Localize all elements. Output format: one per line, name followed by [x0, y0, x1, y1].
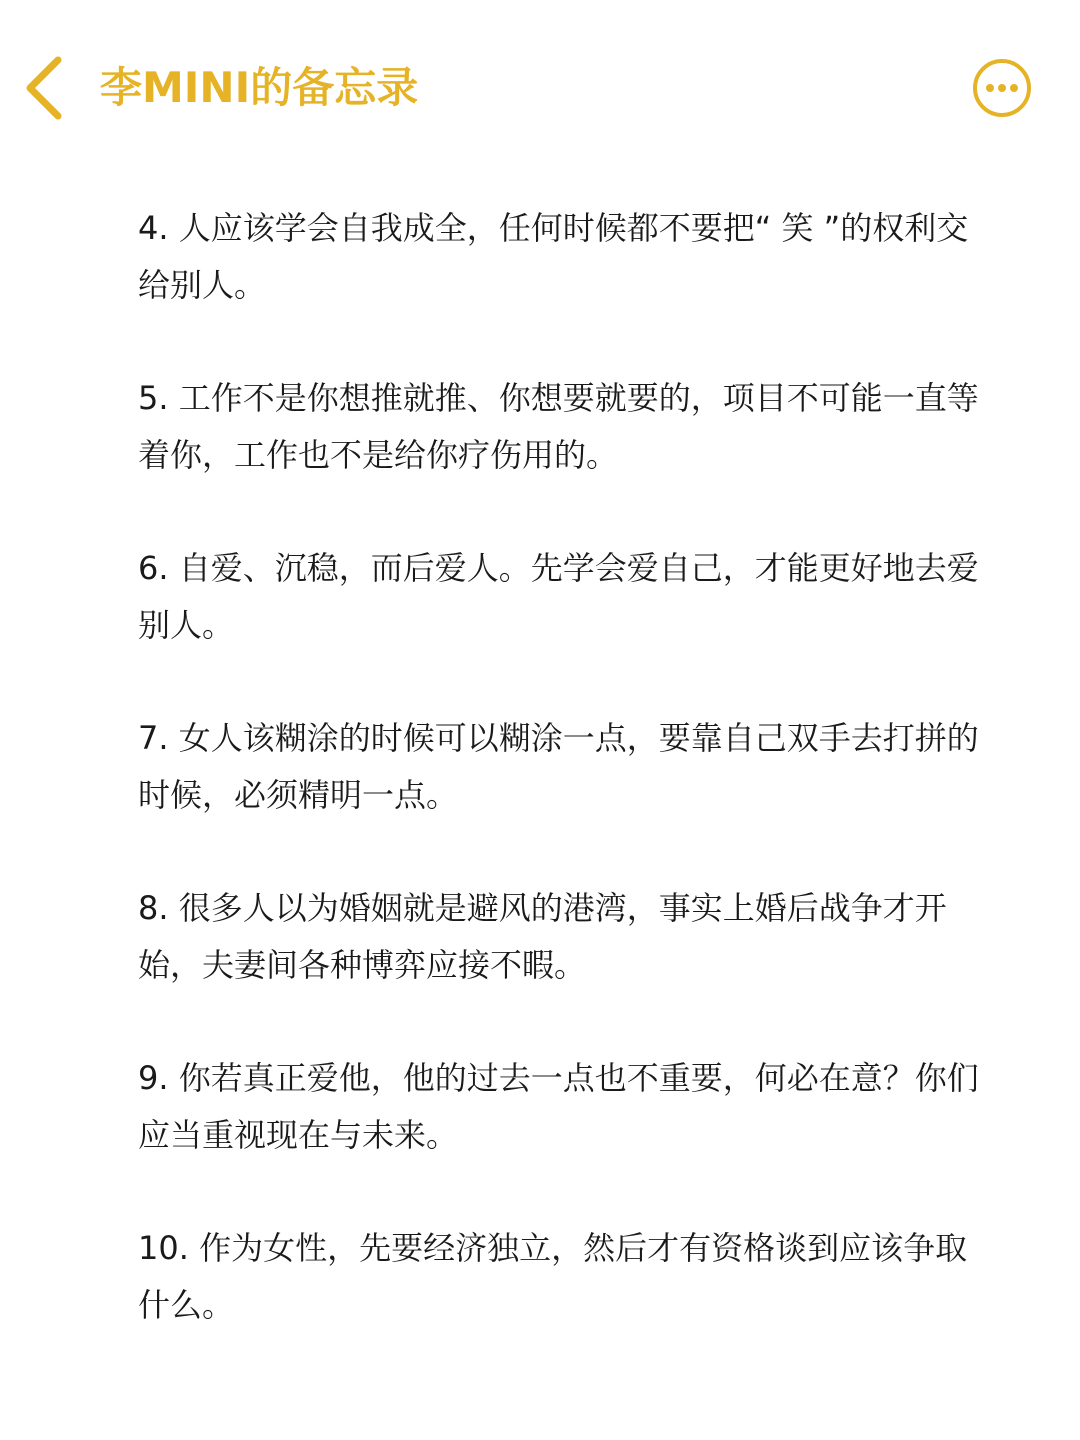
note-item-8: 8. 很多人以为婚姻就是避风的港湾，事实上婚后战争才开始，夫妻间各种博弈应接不暇。 [138, 889, 947, 984]
more-options-button[interactable] [972, 58, 1032, 118]
note-item-10: 10. 作为女性，先要经济独立，然后才有资格谈到应该争取什么。 [138, 1229, 968, 1324]
note-body [138, 200, 988, 1390]
note-item-9: 9. 你若真正爱他，他的过去一点也不重要，何必在意？你们应当重视现在与未来。 [138, 1059, 979, 1154]
note-item-4: 4. 人应该学会自我成全，任何时候都不要把“ 笑 ”的权利交给别人。 [138, 209, 969, 304]
more-dots-icon [972, 58, 1032, 118]
page-title: 李MINI的备忘录 [100, 63, 419, 112]
note-item-7: 7. 女人该糊涂的时候可以糊涂一点，要靠自己双手去打拼的时候，必须精明一点。 [138, 719, 979, 814]
note-item-5: 5. 工作不是你想推就推、你想要就要的，项目不可能一直等着你，工作也不是给你疗伤用的。 [138, 379, 979, 474]
top-bar [0, 0, 1080, 180]
chevron-left-icon [14, 52, 74, 124]
back-button[interactable] [14, 52, 74, 124]
note-item-6: 6. 自爱、沉稳，而后爱人。先学会爱自己，才能更好地去爱别人。 [138, 549, 979, 644]
